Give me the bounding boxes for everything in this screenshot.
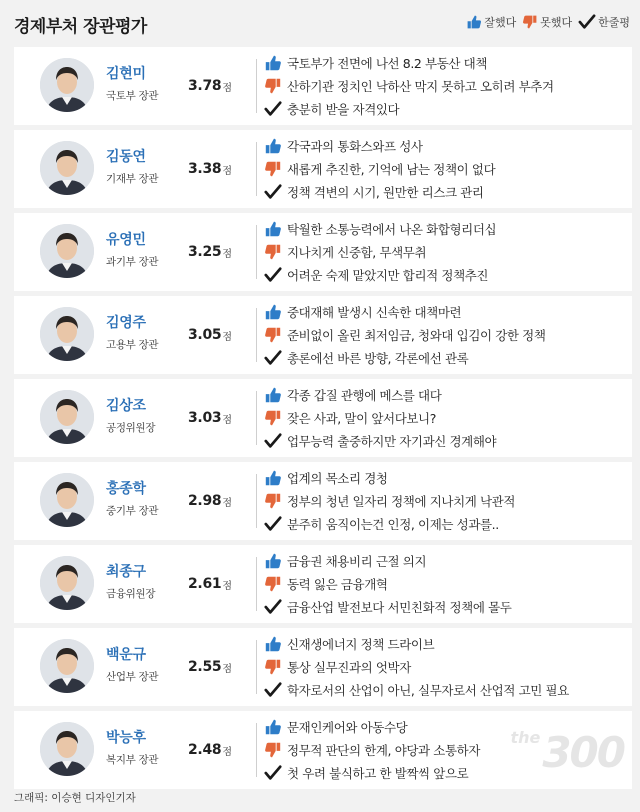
thumbs-up-icon [263, 468, 283, 488]
thumbs-down-icon [263, 740, 283, 760]
minister-role: 복지부 장관 [106, 754, 159, 766]
minister-role: 과기부 장관 [106, 256, 159, 268]
eval-good-row [263, 300, 632, 323]
eval-bad-text: 잦은 사과, 말이 앞서다보니? [287, 410, 436, 426]
score-value: 3.25 [187, 244, 222, 260]
eval-summary-text: 첫 우려 불식하고 한 발짝씩 앞으로 [287, 765, 469, 781]
minister-info [14, 379, 164, 457]
checkmark-icon [263, 431, 283, 451]
minister-name: 박능후 [106, 730, 146, 746]
portrait [40, 390, 94, 444]
evaluations [257, 47, 632, 125]
thumbs-up-icon [263, 53, 283, 73]
eval-bad-text: 지나치게 신중함, 무색무취 [287, 244, 427, 260]
eval-good-row [263, 51, 632, 74]
portrait [40, 224, 94, 278]
legend-bad-label: 못했다 [540, 16, 573, 29]
eval-bad-text: 새롭게 추진한, 기억에 남는 정책이 없다 [287, 161, 496, 177]
eval-good-text: 신재생에너지 정책 드라이브 [287, 636, 435, 652]
thumbs-down-icon [522, 14, 538, 30]
eval-good-text: 문재인케어와 아동수당 [287, 719, 408, 735]
eval-good-row [263, 217, 632, 240]
checkmark-icon [263, 763, 283, 783]
portrait [40, 473, 94, 527]
thumbs-up-icon [263, 717, 283, 737]
eval-good-text: 각종 갑질 관행에 메스를 대다 [287, 387, 442, 403]
minister-card [14, 462, 632, 540]
legend-summary-label: 한줄평 [598, 16, 630, 29]
score-value: 2.55 [187, 659, 222, 675]
score-unit: 점 [222, 497, 232, 509]
eval-good-row [263, 466, 632, 489]
eval-good-row [263, 549, 632, 572]
minister-name: 유영민 [106, 232, 146, 248]
evaluations [257, 628, 632, 706]
eval-bad-text: 통상 실무진과의 엇박자 [287, 659, 411, 675]
portrait [40, 141, 94, 195]
score-unit: 점 [222, 414, 232, 426]
header [0, 0, 640, 44]
eval-bad-row [263, 157, 632, 180]
thumbs-up-icon [263, 302, 283, 322]
portrait [40, 722, 94, 776]
eval-summary-row [263, 346, 632, 369]
portrait [40, 639, 94, 693]
eval-summary-row [263, 512, 632, 535]
legend-good [466, 14, 516, 30]
eval-good-text: 각국과의 통화스와프 성사 [287, 138, 423, 154]
minister-info [14, 47, 164, 125]
evaluations [257, 711, 632, 789]
thumbs-down-icon [263, 491, 283, 511]
minister-info [14, 130, 164, 208]
score-cell [164, 296, 256, 374]
eval-summary-row [263, 429, 632, 452]
minister-info [14, 213, 164, 291]
eval-summary-row [263, 761, 632, 784]
minister-role: 금융위원장 [106, 588, 156, 600]
eval-bad-text: 정무적 판단의 한계, 야당과 소통하자 [287, 742, 480, 758]
minister-info [14, 462, 164, 540]
eval-summary-text: 총론에선 바른 방향, 각론에선 관록 [287, 350, 469, 366]
score-value: 3.03 [187, 410, 222, 426]
minister-role: 국토부 장관 [106, 90, 159, 102]
thumbs-down-icon [263, 657, 283, 677]
thumbs-down-icon [263, 76, 283, 96]
eval-bad-row [263, 406, 632, 429]
score-value: 3.38 [187, 161, 222, 177]
checkmark-icon [578, 14, 596, 30]
eval-summary-row [263, 180, 632, 203]
eval-summary-text: 업무능력 출중하지만 자기과신 경계해야 [287, 433, 497, 449]
eval-bad-text: 산하기관 정치인 낙하산 막지 못하고 오히려 부추겨 [287, 78, 554, 94]
minister-list [14, 47, 632, 794]
thumbs-down-icon [263, 159, 283, 179]
score-value: 2.98 [187, 493, 222, 509]
eval-good-row [263, 134, 632, 157]
eval-summary-row [263, 97, 632, 120]
evaluations [257, 296, 632, 374]
eval-bad-row [263, 489, 632, 512]
eval-summary-text: 금융산업 발전보다 서민친화적 정책에 몰두 [287, 599, 512, 615]
legend-bad [522, 14, 572, 30]
score-cell [164, 711, 256, 789]
eval-bad-row [263, 240, 632, 263]
evaluations [257, 213, 632, 291]
thumbs-up-icon [263, 219, 283, 239]
minister-name: 최종구 [106, 564, 146, 580]
eval-bad-row [263, 655, 632, 678]
minister-card [14, 711, 632, 789]
checkmark-icon [263, 680, 283, 700]
score-unit: 점 [222, 165, 232, 177]
legend-good-label: 잘했다 [484, 16, 517, 29]
score-cell [164, 462, 256, 540]
eval-summary-text: 학자로서의 산업이 아닌, 실무자로서 산업적 고민 필요 [287, 682, 569, 698]
score-unit: 점 [222, 746, 232, 758]
eval-good-text: 탁월한 소통능력에서 나온 화합형리더십 [287, 221, 497, 237]
eval-summary-row [263, 263, 632, 286]
eval-bad-row [263, 738, 632, 761]
eval-bad-text: 정부의 청년 일자리 정책에 지나치게 낙관적 [287, 493, 516, 509]
thumbs-up-icon [263, 634, 283, 654]
score-unit: 점 [222, 580, 232, 592]
eval-good-row [263, 632, 632, 655]
minister-card [14, 379, 632, 457]
minister-name: 김영주 [106, 315, 146, 331]
minister-card [14, 545, 632, 623]
minister-card [14, 130, 632, 208]
score-cell [164, 545, 256, 623]
legend [466, 14, 630, 30]
minister-card [14, 47, 632, 125]
thumbs-up-icon [263, 136, 283, 156]
thumbs-down-icon [263, 574, 283, 594]
score-value: 2.61 [187, 576, 222, 592]
eval-summary-text: 분주히 움직이는건 인정, 이제는 성과를.. [287, 516, 499, 532]
watermark-small: the [510, 728, 541, 747]
thumbs-up-icon [466, 14, 482, 30]
checkmark-icon [263, 182, 283, 202]
eval-bad-row [263, 572, 632, 595]
evaluations [257, 130, 632, 208]
watermark-big: 300 [542, 728, 624, 777]
eval-bad-row [263, 74, 632, 97]
thumbs-down-icon [263, 242, 283, 262]
score-unit: 점 [222, 663, 232, 675]
eval-summary-row [263, 678, 632, 701]
legend-summary [578, 14, 630, 30]
minister-name: 김상조 [106, 398, 146, 414]
portrait [40, 307, 94, 361]
thumbs-up-icon [263, 551, 283, 571]
minister-role: 산업부 장관 [106, 671, 159, 683]
eval-bad-text: 준비없이 올린 최저임금, 청와대 입김이 강한 정책 [287, 327, 546, 343]
minister-info [14, 628, 164, 706]
eval-good-row [263, 715, 632, 738]
portrait [40, 58, 94, 112]
evaluations [257, 462, 632, 540]
checkmark-icon [263, 348, 283, 368]
score-unit: 점 [222, 331, 232, 343]
minister-card [14, 296, 632, 374]
minister-name: 홍종학 [106, 481, 146, 497]
eval-summary-row [263, 595, 632, 618]
minister-role: 공정위원장 [106, 422, 156, 434]
thumbs-down-icon [263, 325, 283, 345]
score-cell [164, 379, 256, 457]
checkmark-icon [263, 514, 283, 534]
minister-name: 김동연 [106, 149, 146, 165]
thumbs-up-icon [263, 385, 283, 405]
eval-good-text: 업계의 목소리 경청 [287, 470, 388, 486]
minister-card [14, 213, 632, 291]
minister-info [14, 545, 164, 623]
eval-summary-text: 어려운 숙제 맡았지만 합리적 정책추진 [287, 267, 489, 283]
eval-bad-text: 동력 잃은 금융개혁 [287, 576, 388, 592]
score-value: 2.48 [187, 742, 222, 758]
minister-role: 기재부 장관 [106, 173, 159, 185]
eval-good-text: 국토부가 전면에 나선 8.2 부동산 대책 [287, 55, 487, 71]
portrait [40, 556, 94, 610]
checkmark-icon [263, 265, 283, 285]
minister-role: 고용부 장관 [106, 339, 159, 351]
eval-good-text: 중대재해 발생시 신속한 대책마련 [287, 304, 462, 320]
page-title: 경제부처 장관평가 [14, 17, 147, 37]
minister-name: 김현미 [106, 66, 146, 82]
minister-card [14, 628, 632, 706]
eval-summary-text: 충분히 받을 자격있다 [287, 101, 400, 117]
score-unit: 점 [222, 248, 232, 260]
minister-info [14, 711, 164, 789]
checkmark-icon [263, 99, 283, 119]
eval-bad-row [263, 323, 632, 346]
score-value: 3.05 [187, 327, 222, 343]
score-unit: 점 [222, 82, 232, 94]
minister-role: 중기부 장관 [106, 505, 159, 517]
score-cell [164, 130, 256, 208]
eval-summary-text: 정책 격변의 시기, 원만한 리스크 관리 [287, 184, 484, 200]
credit: 그래픽: 이승현 디자인기자 [14, 792, 136, 804]
checkmark-icon [263, 597, 283, 617]
score-cell [164, 47, 256, 125]
evaluations [257, 545, 632, 623]
score-cell [164, 213, 256, 291]
score-cell [164, 628, 256, 706]
thumbs-down-icon [263, 408, 283, 428]
eval-good-text: 금융권 채용비리 근절 의지 [287, 553, 427, 569]
eval-good-row [263, 383, 632, 406]
minister-name: 백운규 [106, 647, 146, 663]
evaluations [257, 379, 632, 457]
minister-info [14, 296, 164, 374]
score-value: 3.78 [187, 78, 222, 94]
